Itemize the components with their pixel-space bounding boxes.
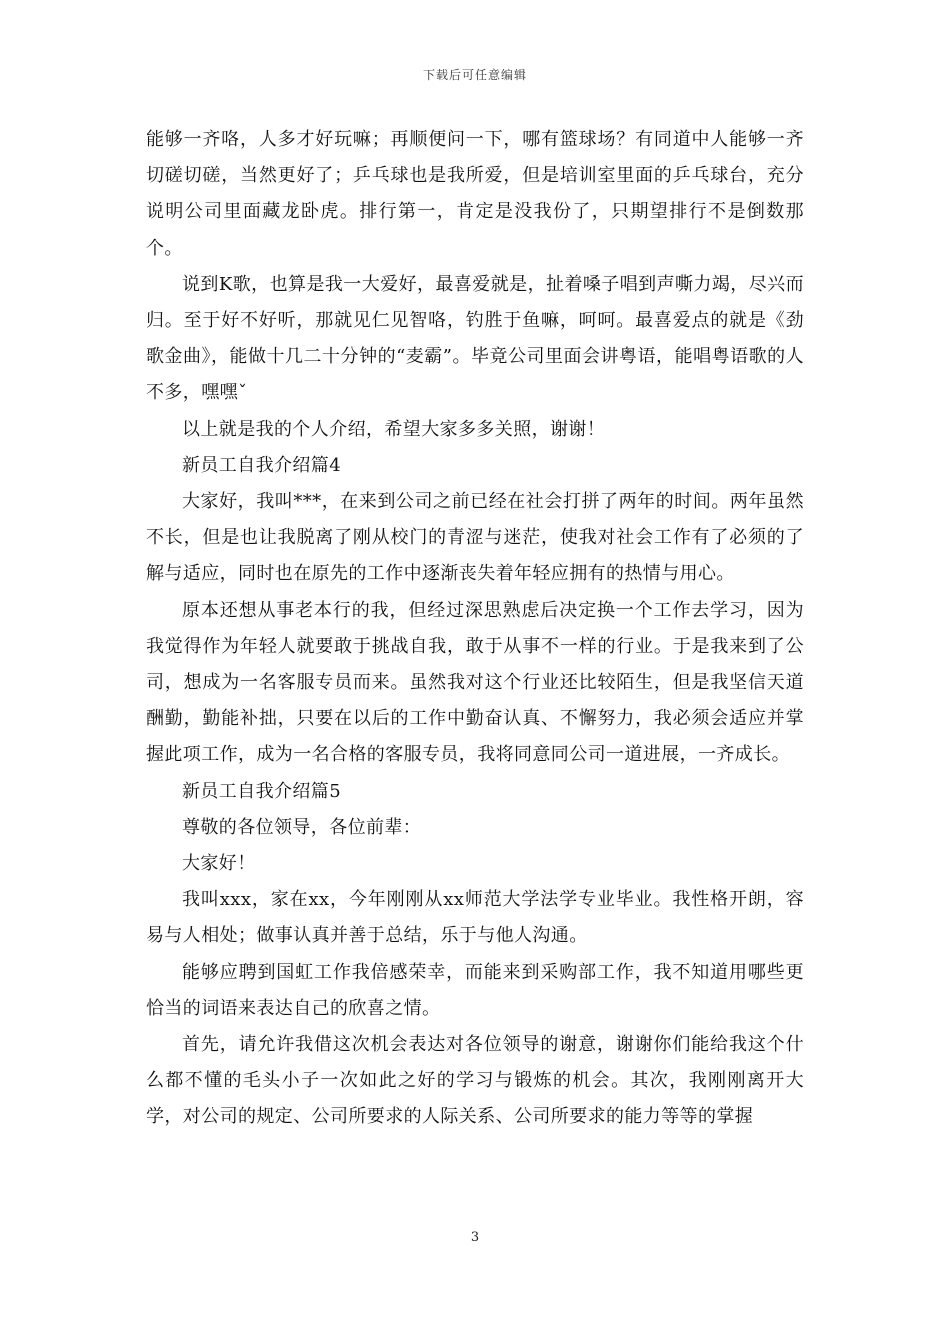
paragraph-self-intro: 我叫xxx，家在xx，今年刚刚从xx师范大学法学专业毕业。我性格开朗，容易与人相处；做事认真并善于总结，乐于与他人沟通。 — [146, 889, 804, 947]
paragraph-honored: 能够应聘到国虹工作我倍感荣幸，而能来到采购部工作，我不知道用哪些更恰当的词语来表达自己的欣喜之情。 — [146, 961, 804, 1019]
document-body — [146, 122, 804, 1136]
section-heading-4: 新员工自我介绍篇4 — [182, 454, 342, 476]
paragraph-thanks: 首先，请允许我借这次机会表达对各位领导的谢意，谢谢你们能给我这个什么都不懂的毛头小子一次如此之好的学习与锻炼的机会。其次，我刚刚离开大学，对公司的规定、公司所要求的人际关系、公司所要求的能力等等的掌握 — [146, 1034, 804, 1128]
paragraph-karaoke: 说到K歌，也算是我一大爱好，最喜爱就是，扯着嗓子唱到声嘶力竭，尽兴而归。至于好不好听，那就见仁见智咯，钓胜于鱼嘛，呵呵。最喜爱点的就是《劲歌金曲》，能做十几二十分钟的“麦霸”。毕竟公司里面会讲粤语，能唱粤语歌的人不多，嘿嘿ˇ — [146, 273, 804, 404]
paragraph-greeting: 大家好！ — [182, 853, 256, 875]
paragraph-career-change: 原本还想从事老本行的我，但经过深思熟虑后决定换一个工作去学习，因为我觉得作为年轻人就要敢于挑战自我，敢于从事不一样的行业。于是我来到了公司，想成为一名客服专员而来。虽然我对这个行业还比较陌生，但是我坚信天道酬勤，勤能补拙，只要在以后的工作中勤奋认真、不懈努力，我必须会适应并掌握此项工作，成为一名合格的客服专员，我将同意同公司一道进展，一齐成长。 — [146, 599, 804, 766]
page-number: 3 — [470, 1230, 480, 1245]
section-heading-5: 新员工自我介绍篇5 — [182, 780, 342, 802]
header-note: 下载后可任意编辑 — [422, 68, 527, 82]
paragraph-continuation: 能够一齐咯，人多才好玩嘛；再顺便问一下，哪有篮球场？有同道中人能够一齐切磋切磋，当然更好了；乒乓球也是我所爱，但是培训室里面的乒乓球台，充分说明公司里面藏龙卧虎。排行第一，肯定是没我份了，只期望排行不是倒数那个。 — [146, 129, 804, 259]
paragraph-closing: 以上就是我的个人介绍，希望大家多多关照，谢谢！ — [182, 418, 606, 440]
paragraph-salutation: 尊敬的各位领导，各位前辈： — [182, 816, 422, 838]
paragraph-intro-4: 大家好，我叫***，在来到公司之前已经在社会打拼了两年的时间。两年虽然不长，但是也让我脱离了刚从校门的青涩与迷茫，使我对社会工作有了必须的了解与适应，同时也在原先的工作中逐渐丧失着年轻应拥有的热情与用心。 — [146, 491, 804, 585]
